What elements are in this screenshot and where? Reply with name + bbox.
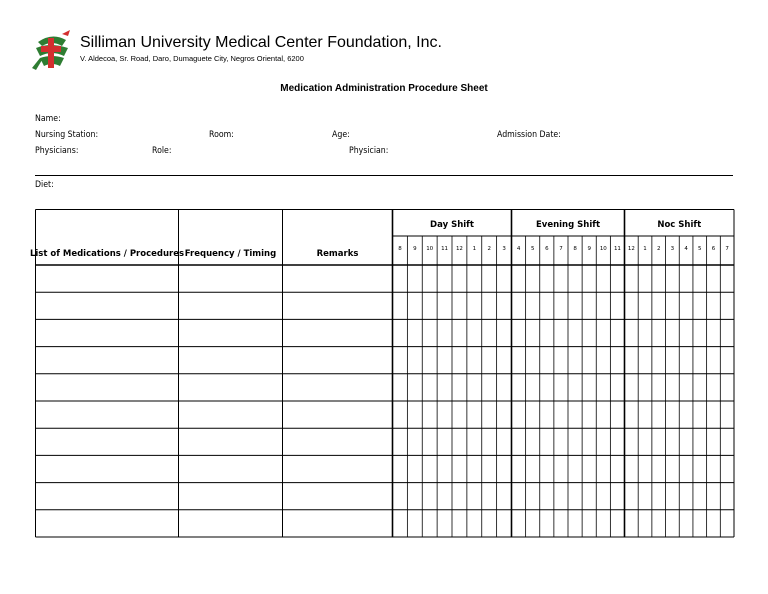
hour-label: 4 [684,246,688,252]
hour-label: 5 [698,246,702,252]
hour-label: 7 [725,246,729,252]
hour-label: 10 [426,246,434,252]
org-address: V. Aldecoa, Sr. Road, Daro, Dumaguete City, Negros Oriental, 6200 [80,54,304,63]
hour-label: 10 [599,246,607,252]
hour-label: 12 [455,246,463,252]
hour-label: 12 [627,246,635,252]
hour-label: 2 [487,246,491,252]
admission-date-label: Admission Date: [497,130,561,140]
remarks-column-header: Remarks [316,249,359,259]
org-name: Silliman University Medical Center Foundation, Inc. [80,34,442,51]
hour-label: 9 [413,246,417,252]
physician-label: Physician: [349,146,389,156]
header-divider [35,175,733,176]
room-label: Room: [209,130,234,140]
hour-label: 4 [516,246,521,252]
shift-name: Day Shift [430,220,474,230]
diet-label: Diet: [35,180,54,190]
hour-label: 5 [530,246,535,252]
document-title: Medication Administration Procedure Sheet [280,83,488,94]
hour-label: 2 [656,246,661,252]
hour-label: 8 [398,246,402,252]
medications-column-header: List of Medications / Procedures [29,249,185,259]
name-label: Name: [35,114,61,124]
hour-label: 3 [670,246,675,252]
frequency-column-header: Frequency / Timing [184,249,277,259]
medication-schedule-table [29,209,735,538]
hour-label: 1 [643,246,647,252]
hour-label: 3 [502,246,506,252]
physicians-label: Physicians: [35,146,79,156]
hour-label: 6 [711,246,716,252]
hour-label: 6 [545,246,549,252]
hour-label: 8 [573,246,577,252]
sumcf-logo-icon [32,28,72,70]
shift-name: Noc Shift [657,220,702,230]
hour-label: 11 [613,246,621,252]
age-label: Age: [332,130,350,140]
role-label: Role: [152,146,172,156]
hour-label: 9 [587,246,591,252]
hour-label: 7 [559,246,563,252]
shift-name: Evening Shift [535,220,601,230]
nursing-station-label: Nursing Station: [35,130,99,140]
hour-label: 1 [472,246,477,252]
hour-label: 11 [441,246,449,252]
